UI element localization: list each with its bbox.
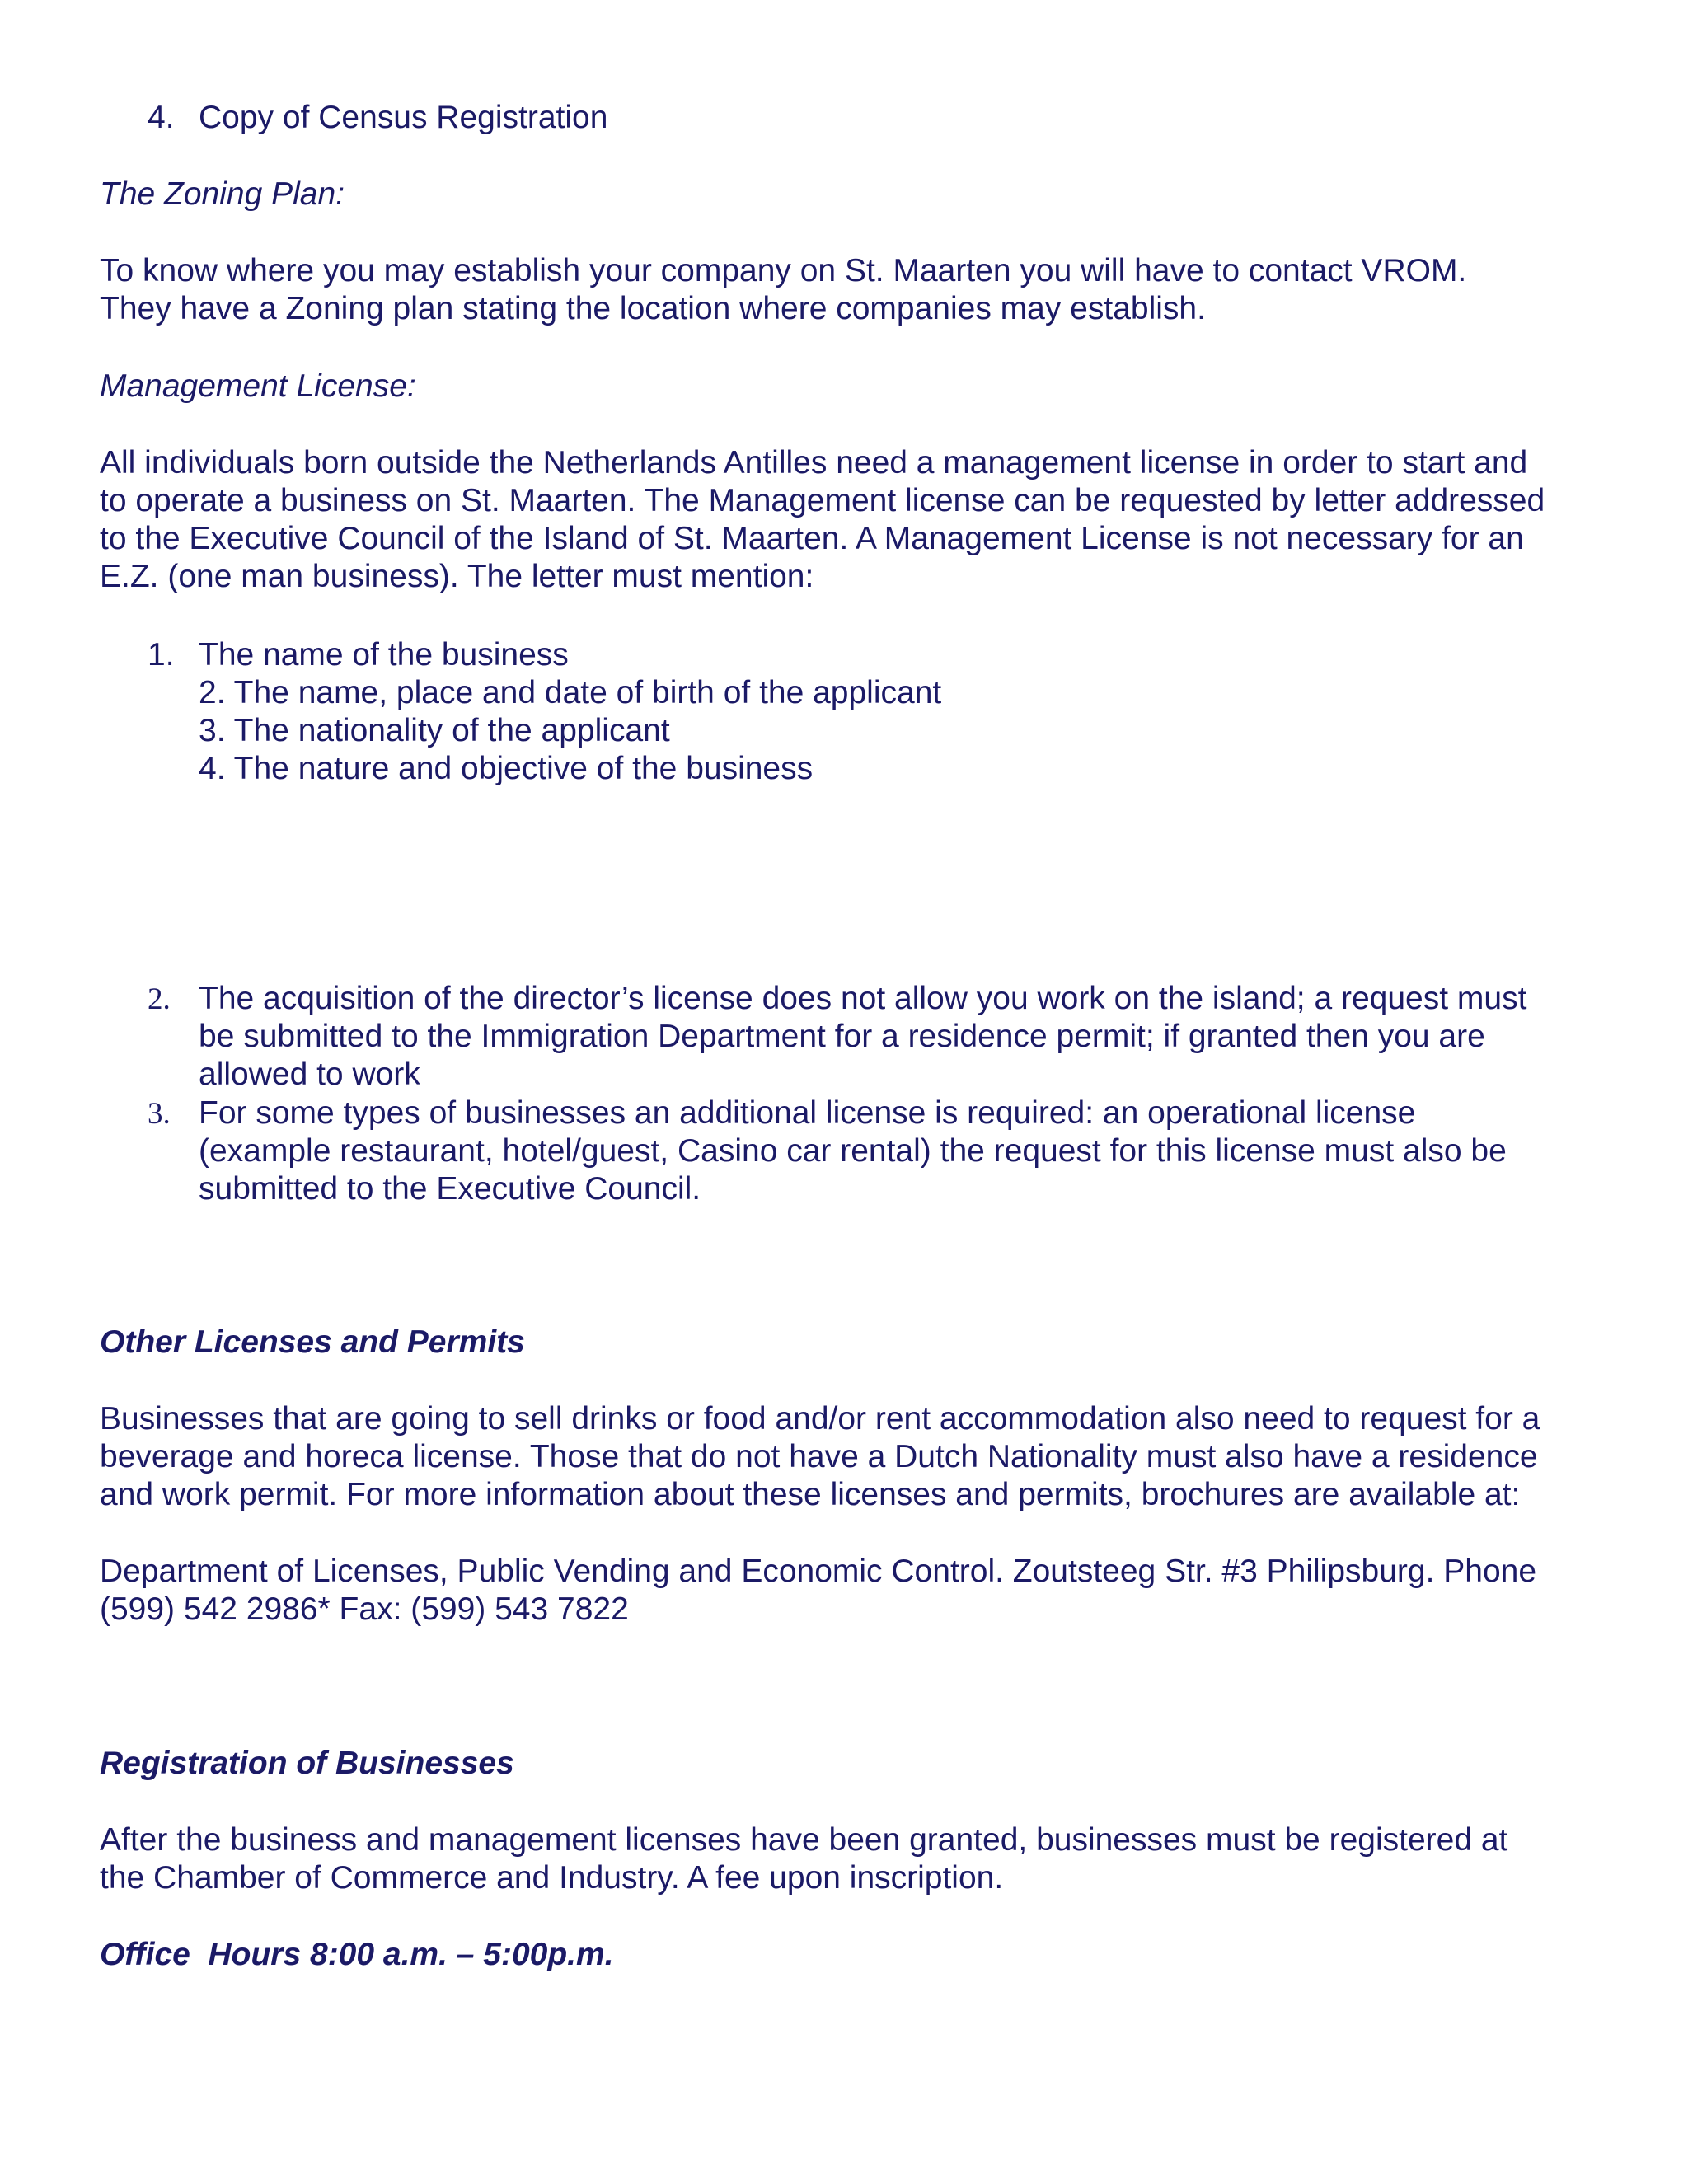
- other-licenses-paragraph: [100, 1400, 1666, 1514]
- zoning-heading: The Zoning Plan:: [100, 176, 345, 212]
- management-paragraph: [100, 444, 1666, 596]
- paragraph-line: E.Z. (one man business). The letter must mention:: [100, 559, 814, 594]
- list-number: 1.: [148, 637, 175, 673]
- list-item-text: Copy of Census Registration: [199, 100, 608, 135]
- list-item-text: 3. The nationality of the applicant: [199, 713, 670, 748]
- list-item-text: 4. The nature and objective of the business: [199, 751, 814, 786]
- paragraph-line: After the business and management licenses have been granted, businesses must be registered at: [100, 1822, 1508, 1858]
- list-item-line: be submitted to the Immigration Department for a residence permit; if granted then you are: [199, 1019, 1485, 1054]
- list-item-line: The acquisition of the director’s license does not allow you work on the island; a request must: [199, 981, 1527, 1016]
- paragraph-line: the Chamber of Commerce and Industry. A fee upon inscription.: [100, 1860, 1004, 1896]
- registration-paragraph: [100, 1821, 1666, 1897]
- paragraph-line: They have a Zoning plan stating the location where companies may establish.: [100, 291, 1206, 326]
- office-hours: Office Hours 8:00 a.m. – 5:00p.m.: [100, 1937, 614, 1972]
- contact-paragraph: [100, 1553, 1666, 1629]
- paragraph-line: (599) 542 2986* Fax: (599) 543 7822: [100, 1591, 629, 1627]
- list-item-line: For some types of businesses an additional license is required: an operational license: [199, 1095, 1416, 1131]
- numbered-item: [199, 1094, 1688, 1208]
- paragraph-line: to the Executive Council of the Island of St. Maarten. A Management License is not necessary for an: [100, 521, 1524, 556]
- paragraph-line: to operate a business on St. Maarten. The Management license can be requested by letter addressed: [100, 483, 1545, 518]
- list-number: 3.: [148, 1097, 171, 1131]
- list-item-text: The name of the business: [199, 637, 569, 673]
- paragraph-line: Department of Licenses, Public Vending and Economic Control. Zoutsteeg Str. #3 Philipsburg. Phone: [100, 1554, 1537, 1589]
- paragraph-line: To know where you may establish your company on St. Maarten you will have to contact VROM.: [100, 253, 1467, 288]
- paragraph-line: beverage and horeca license. Those that do not have a Dutch Nationality must also have a residence: [100, 1439, 1538, 1474]
- paragraph-line: All individuals born outside the Netherlands Antilles need a management license in order to start and: [100, 445, 1528, 480]
- list-number: 2.: [148, 982, 171, 1016]
- zoning-paragraph: [100, 252, 1666, 328]
- management-heading: Management License:: [100, 368, 416, 404]
- list-item-text: 2. The name, place and date of birth of the applicant: [199, 675, 942, 710]
- other-licenses-heading: Other Licenses and Permits: [100, 1324, 525, 1360]
- paragraph-line: Businesses that are going to sell drinks or food and/or rent accommodation also need to request for a: [100, 1401, 1540, 1436]
- paragraph-line: and work permit. For more information about these licenses and permits, brochures are available at:: [100, 1477, 1521, 1512]
- list-item-line: (example restaurant, hotel/guest, Casino car rental) the request for this license must also be: [199, 1133, 1507, 1169]
- registration-heading: Registration of Businesses: [100, 1746, 514, 1781]
- list-item-line: allowed to work: [199, 1057, 420, 1092]
- list-item-line: submitted to the Executive Council.: [199, 1171, 701, 1207]
- numbered-item: [199, 980, 1688, 1094]
- list-number: 4.: [148, 100, 175, 135]
